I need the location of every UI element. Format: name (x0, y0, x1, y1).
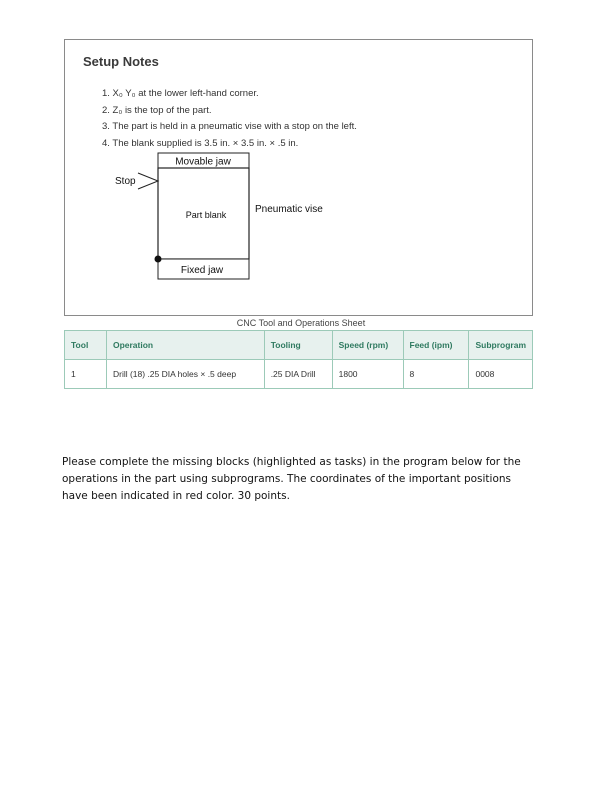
stop-arrow-icon (138, 173, 158, 189)
movable-jaw-label: Movable jaw (175, 156, 231, 168)
stop-label: Stop (115, 176, 136, 187)
part-blank-label: Part blank (185, 210, 227, 220)
note-3: 3. The part is held in a pneumatic vise with a stop on the left. (102, 121, 357, 132)
cell-subprogram: 0008 (469, 360, 533, 389)
note-2: 2. Z₀ is the top of the part. (102, 104, 212, 116)
setup-notes-panel (64, 39, 533, 316)
table-header-row (65, 331, 533, 360)
cell-tooling: .25 DIA Drill (264, 360, 332, 389)
fixed-jaw-label: Fixed jaw (180, 265, 224, 276)
instructions-paragraph: Please complete the missing blocks (highlighted as tasks) in the program below for the operations in the part using subprograms. The coordinates of the important positions have been indicated in red color. 30 points. (62, 456, 521, 502)
sheet-caption: CNC Tool and Operations Sheet (236, 318, 366, 328)
setup-notes-title: Setup Notes (83, 54, 159, 69)
header-speed: Speed (rpm) (332, 331, 403, 360)
header-tooling: Tooling (264, 331, 332, 360)
cell-feed: 8 (403, 360, 469, 389)
pneumatic-vise-label: Pneumatic vise (255, 204, 323, 215)
cell-tool: 1 (65, 360, 107, 389)
cell-operation: Drill (18) .25 DIA holes × .5 deep (106, 360, 264, 389)
cell-speed: 1800 (332, 360, 403, 389)
header-operation: Operation (106, 331, 264, 360)
note-1: 1. X₀ Y₀ at the lower left-hand corner. (102, 88, 259, 99)
header-tool: Tool (65, 331, 107, 360)
operations-table (64, 330, 533, 389)
header-feed: Feed (ipm) (403, 331, 469, 360)
header-subprogram: Subprogram (469, 331, 533, 360)
origin-marker-icon (155, 256, 162, 263)
vise-setup-diagram (65, 40, 534, 317)
table-row (65, 360, 533, 389)
note-4: 4. The blank supplied is 3.5 in. × 3.5 in. × .5 in. (102, 137, 299, 149)
